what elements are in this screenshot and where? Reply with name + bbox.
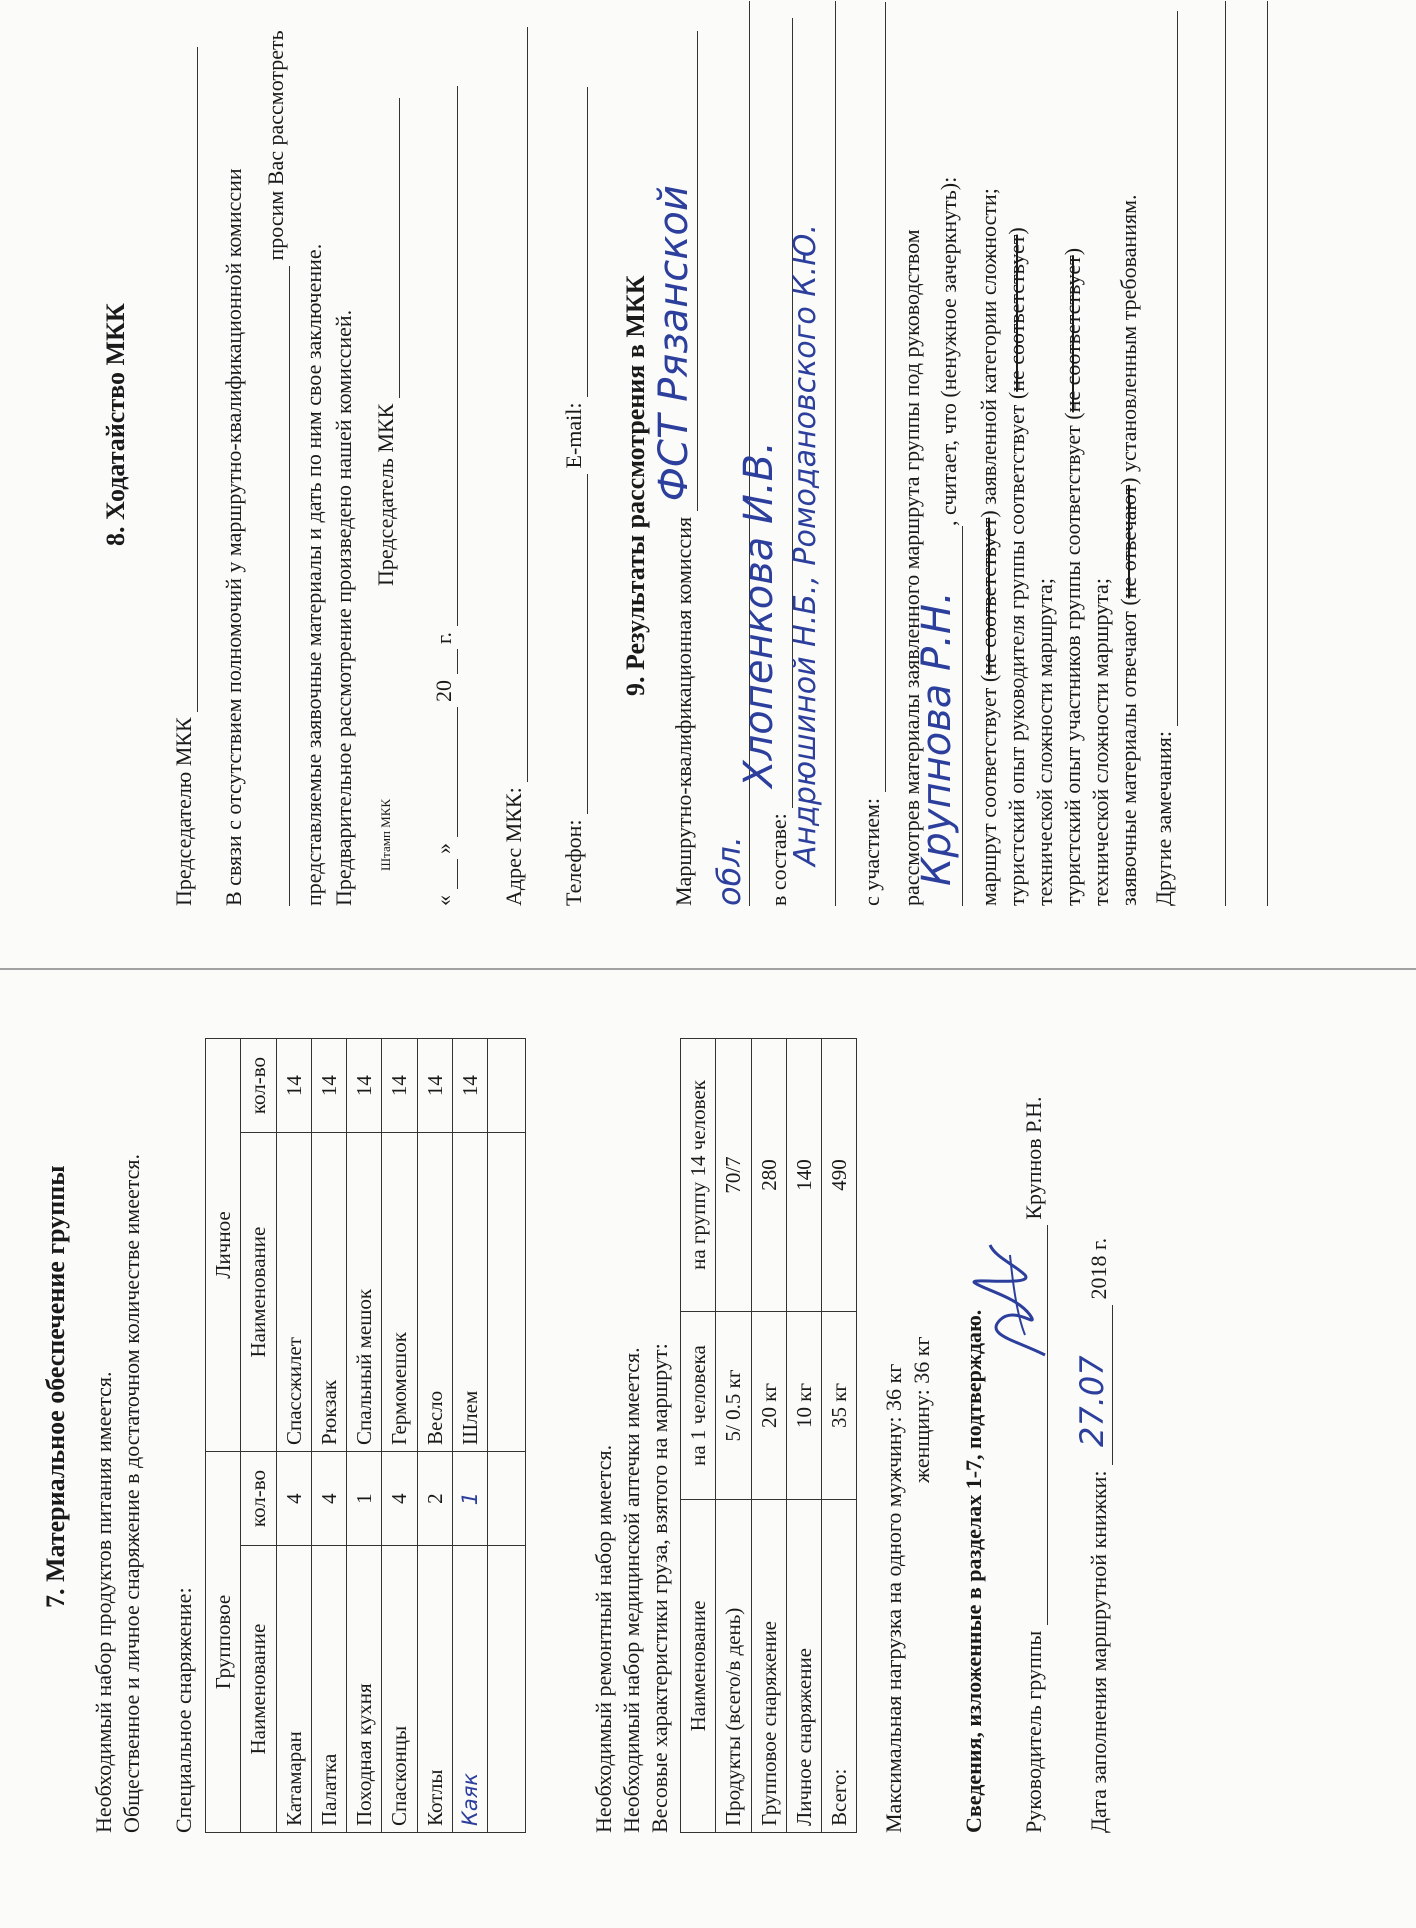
chairman-signature-row <box>372 98 400 586</box>
weight-per-person: 10 кг <box>786 1312 821 1500</box>
members-experience-conclusion <box>1059 248 1087 906</box>
group-header: Групповое <box>206 1452 241 1833</box>
composition-row-2 <box>787 1 836 906</box>
fill-date-row <box>1072 1237 1113 1833</box>
chairman-signature-blank <box>377 98 400 398</box>
column-header: Наименование <box>681 1500 716 1833</box>
column-header: Наименование <box>241 1546 276 1833</box>
equipment-table <box>205 1038 526 1833</box>
max-load-man: Максимальная нагрузка на одного мужчину: 36 кг <box>881 1363 906 1833</box>
group-item-name <box>488 1546 526 1833</box>
composition-handwritten-1: Хлопенкова И.В. <box>735 441 782 788</box>
weight-characteristics-line: Весовые характеристики груза, взятого на маршрут: <box>647 1343 672 1833</box>
table-row <box>347 1039 382 1833</box>
weight-per-person: 35 кг <box>822 1312 857 1500</box>
leader-row <box>1020 1096 1048 1833</box>
column-header: кол-во <box>241 1452 276 1546</box>
date-century: 20 <box>431 680 456 702</box>
group-item-qty: 2 <box>417 1452 452 1546</box>
participation-row <box>858 2 886 906</box>
group-item-name-handwritten: Каяк <box>452 1546 487 1833</box>
column-header: Наименование <box>241 1133 276 1452</box>
leader-experience-conclusion <box>1003 227 1031 906</box>
group-item-qty: 4 <box>276 1452 311 1546</box>
fill-date-handwritten: 27.07 <box>1072 1355 1111 1447</box>
confirmation-statement: Сведения, изложенные в разделах 1-7, подтверждаю. <box>961 1309 986 1833</box>
fill-date-label: Дата заполнения маршрутной книжки: <box>1086 1470 1111 1833</box>
personal-item-qty: 14 <box>347 1039 382 1133</box>
group-item-name: Катамаран <box>276 1546 311 1833</box>
considers-text: , считает, что (ненужное зачеркнуть): <box>936 176 961 526</box>
column-header: на группу 14 человек <box>681 1039 716 1312</box>
materials-text: заявочные материалы отвечают ( <box>1116 598 1141 906</box>
commission-handwritten-2: обл. <box>709 836 748 906</box>
group-item-name: Палатка <box>311 1546 346 1833</box>
participation-label: с участием: <box>859 797 884 906</box>
addressee-row <box>170 47 198 906</box>
date-tail-blank <box>435 86 458 626</box>
table-row <box>417 1039 452 1833</box>
address-label: Адрес МКК: <box>501 787 526 906</box>
please-review-row <box>262 30 290 906</box>
please-review-blank <box>267 266 290 906</box>
special-equipment-label: Специальное снаряжение: <box>171 1587 196 1833</box>
leader-experience-continuation: технической сложности маршрута; <box>1032 578 1057 906</box>
materials-conclusion <box>1115 194 1143 906</box>
composition-blank-2 <box>787 1 836 906</box>
commission-blank <box>650 31 698 511</box>
leader-handwritten: Крупнова Р.Н. <box>913 591 960 886</box>
participation-blank <box>863 2 886 792</box>
leader-exp-struck-option: не соответствует <box>1004 234 1029 392</box>
other-remarks-line-2 <box>1198 1 1226 906</box>
group-item-name: Котлы <box>417 1546 452 1833</box>
email-blank <box>565 87 588 397</box>
group-item-qty: 1 <box>347 1452 382 1546</box>
repair-kit-line: Необходимый ремонтный набор имеется. <box>591 1444 616 1833</box>
members-experience-continuation: технической сложности маршрута; <box>1088 578 1113 906</box>
section-8-title: 8. Ходатайство МКК <box>101 303 130 546</box>
personal-item-qty: 14 <box>452 1039 487 1133</box>
table-row <box>716 1039 751 1833</box>
contact-row <box>560 87 588 906</box>
leader-exp-text: туристский опыт руководителя группы соответствует ( <box>1004 391 1029 906</box>
other-remarks-blank-2 <box>1203 1 1226 906</box>
section-7-title: 7. Материальное обеспечение группы <box>41 1165 70 1608</box>
table-row <box>822 1039 857 1833</box>
lack-of-authority-line: В связи с отсутствием полномочий у маршрутно-квалификационной комиссии <box>221 168 246 906</box>
composition-label: в составе: <box>766 813 791 906</box>
other-remarks-line-3 <box>1240 1 1268 906</box>
group-item-qty-handwritten: 1 <box>452 1452 487 1546</box>
preliminary-review-line: Предварительное рассмотрение произведено нашей комиссией. <box>331 309 356 906</box>
page-fold-divider <box>0 968 1416 970</box>
leader-signature <box>955 1235 1065 1375</box>
materials-text-end: ) установленным требованиям. <box>1116 194 1141 485</box>
weight-row-name: Личное снаряжение <box>786 1500 821 1833</box>
left-page <box>0 968 1416 1928</box>
table-row <box>311 1039 346 1833</box>
commission-row <box>650 31 698 906</box>
equipment-line: Общественное и личное снаряжение в достаточном количестве имеется. <box>119 1154 144 1833</box>
column-header: на 1 человека <box>681 1312 716 1500</box>
fill-date-line <box>1072 1305 1113 1465</box>
personal-item-name: Рюкзак <box>311 1133 346 1452</box>
weight-per-group: 140 <box>786 1039 821 1312</box>
medical-kit-line: Необходимый набор медицинской аптечки имеется. <box>619 1347 644 1833</box>
stamp-label: Штамп МКК <box>378 798 393 871</box>
table-row <box>382 1039 417 1833</box>
date-quote-close: » <box>431 843 456 854</box>
leader-label: Руководитель группы <box>1021 1630 1046 1833</box>
date-quote-open: « <box>431 895 456 906</box>
route-text-end: ) заявленной категории сложности; <box>976 188 1001 518</box>
personal-item-name <box>488 1133 526 1452</box>
group-item-name: Походная кухня <box>347 1546 382 1833</box>
other-remarks-label: Другие замечания: <box>1151 731 1176 906</box>
leader-considers-row <box>913 176 963 906</box>
food-line: Необходимый набор продуктов питания имеется. <box>91 1371 116 1833</box>
address-row <box>500 27 528 906</box>
weight-row-name: Продукты (всего/в день) <box>716 1500 751 1833</box>
leader-exp-text-end: ) <box>1004 227 1029 235</box>
weight-row-name: Групповое снаряжение <box>751 1500 786 1833</box>
weight-per-group: 280 <box>751 1039 786 1312</box>
column-header: кол-во <box>241 1039 276 1133</box>
members-exp-struck-option: не соответствует <box>1060 255 1085 413</box>
date-year-blank <box>435 650 458 675</box>
group-item-name: Спасконцы <box>382 1546 417 1833</box>
phone-label: Телефон: <box>561 819 586 906</box>
composition-handwritten-2: Андрюшиной Н.Б., Ромодановского К.Ю. <box>787 224 823 866</box>
personal-item-qty <box>488 1039 526 1133</box>
table-row <box>206 1039 241 1833</box>
reviewed-line: рассмотрев материалы заявленного маршрута группы под руководством <box>899 229 924 906</box>
personal-item-name: Гермомешок <box>382 1133 417 1452</box>
personal-item-qty: 14 <box>417 1039 452 1133</box>
group-item-qty: 4 <box>311 1452 346 1546</box>
max-load-woman: женщину: 36 кг <box>909 1336 934 1483</box>
route-struck-option: не соответствует <box>976 517 1001 675</box>
weight-per-group: 490 <box>822 1039 857 1312</box>
members-exp-text: туристский опыт участников группы соответствует ( <box>1060 412 1085 906</box>
personal-item-qty: 14 <box>276 1039 311 1133</box>
weight-table <box>680 1038 857 1833</box>
leader-blank <box>913 526 963 906</box>
address-blank <box>505 27 528 782</box>
please-review-text: просим Вас рассмотреть <box>263 30 288 261</box>
addressee-label: Председателю МКК <box>171 717 196 906</box>
personal-item-name: Весло <box>417 1133 452 1452</box>
date-g: г. <box>431 631 456 644</box>
personal-item-name: Спальный мешок <box>347 1133 382 1452</box>
weight-per-person: 5/ 0.5 кг <box>716 1312 751 1500</box>
personal-item-qty: 14 <box>382 1039 417 1133</box>
other-remarks-blank-3 <box>1245 1 1268 906</box>
addressee-blank <box>175 47 198 712</box>
leader-name: Крупнов Р.Н. <box>1021 1096 1046 1220</box>
table-row <box>751 1039 786 1833</box>
commission-label: Маршрутно-квалификационная комиссия <box>671 516 696 906</box>
personal-item-name: Спассжилет <box>276 1133 311 1452</box>
fill-date-year: 2018 г. <box>1086 1237 1111 1300</box>
table-row <box>241 1039 276 1833</box>
email-label: E-mail: <box>561 402 586 469</box>
weight-per-group: 70/7 <box>716 1039 751 1312</box>
table-row <box>681 1039 716 1833</box>
weight-per-person: 20 кг <box>751 1312 786 1500</box>
other-remarks-blank <box>1155 11 1178 726</box>
chairman-label: Председатель МКК <box>373 403 398 586</box>
group-item-qty <box>488 1452 526 1546</box>
personal-item-qty: 14 <box>311 1039 346 1133</box>
review-date-row <box>430 86 458 906</box>
route-text: маршрут соответствует ( <box>976 674 1001 906</box>
phone-blank <box>565 474 588 814</box>
personal-header: Личное <box>206 1039 241 1452</box>
route-conclusion <box>975 188 1003 906</box>
group-item-qty: 4 <box>382 1452 417 1546</box>
table-row <box>452 1039 487 1833</box>
weight-row-name: Всего: <box>822 1500 857 1833</box>
table-row <box>276 1039 311 1833</box>
submitted-materials-line: представляемые заявочные материалы и дать по ним свое заключение. <box>301 243 326 906</box>
other-remarks-row <box>1150 11 1178 906</box>
materials-struck-option: не отвечают <box>1116 484 1141 599</box>
section-9-title: 9. Результаты рассмотрения в МКК <box>621 275 650 696</box>
date-month-blank <box>435 708 458 838</box>
table-row <box>786 1039 821 1833</box>
leader-signature-line <box>1025 1225 1048 1625</box>
members-exp-text-end: ) <box>1060 247 1085 256</box>
commission-handwritten: ФСТ Рязанской <box>650 185 697 502</box>
date-day-blank <box>435 860 458 890</box>
personal-item-name: Шлем <box>452 1133 487 1452</box>
table-row <box>488 1039 526 1833</box>
